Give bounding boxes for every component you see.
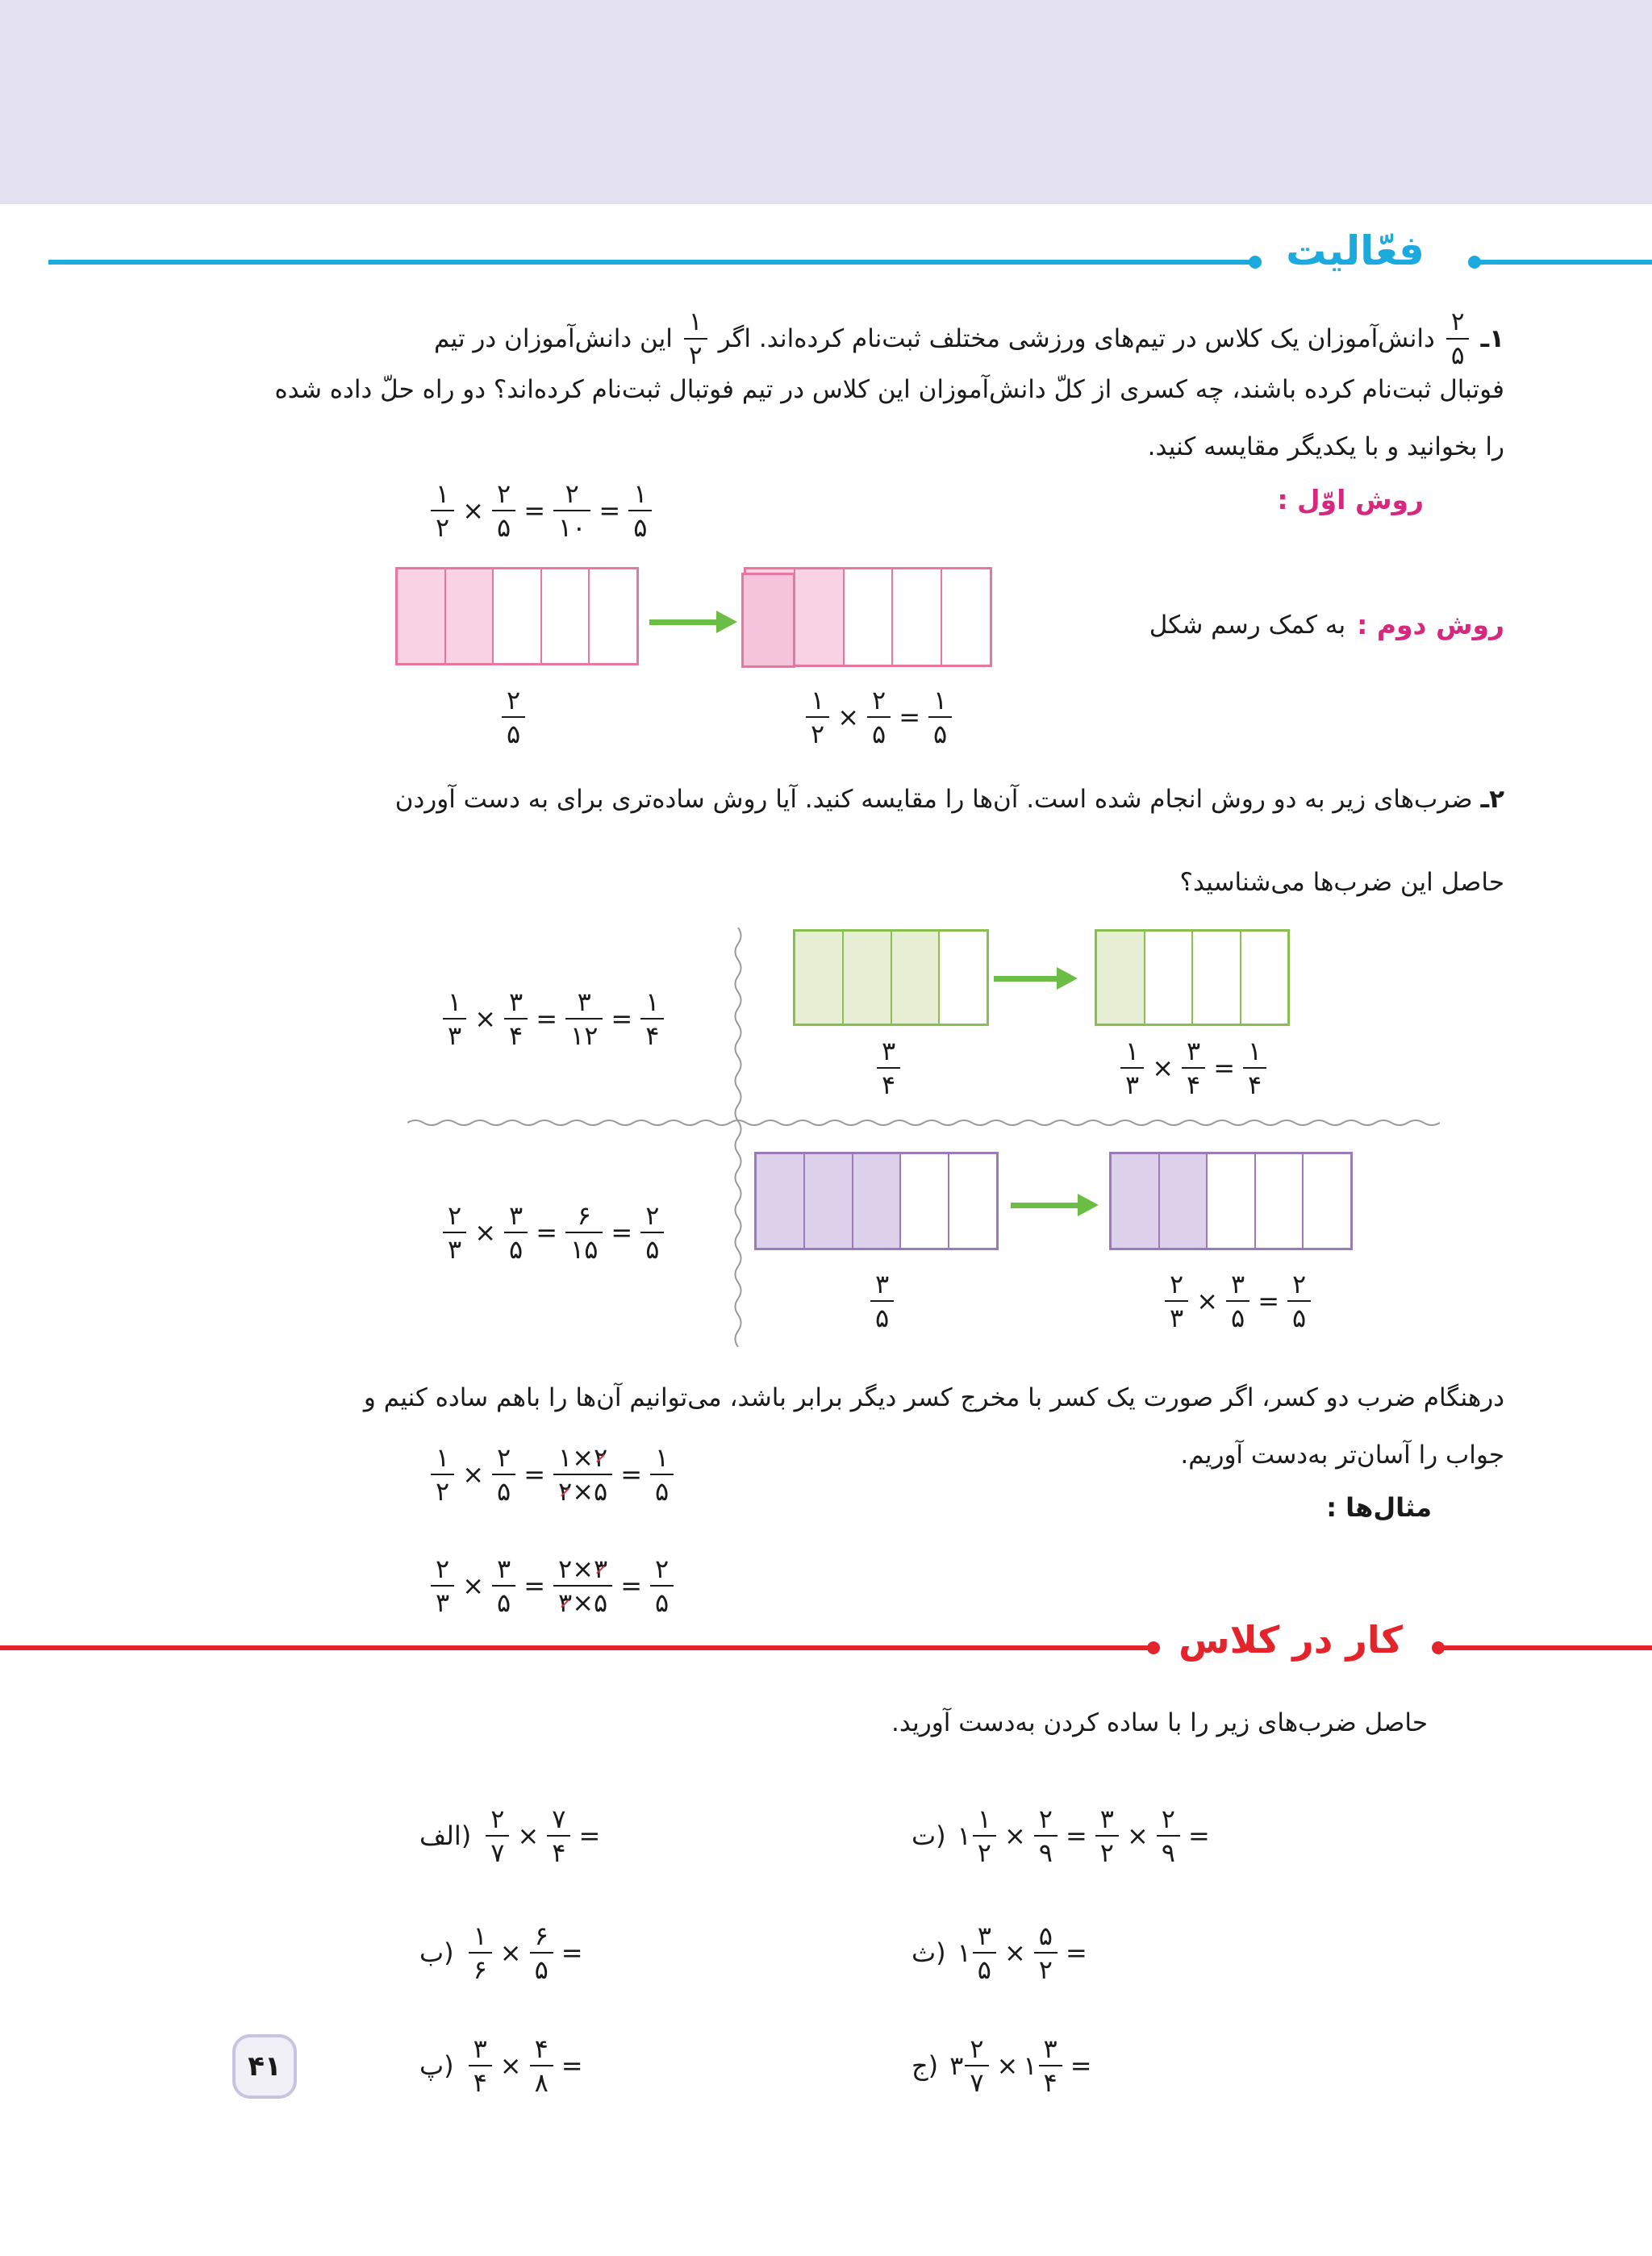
simplify-line2: جواب را آسان‌تر به‌دست آوریم. bbox=[1180, 1441, 1504, 1470]
classwork-rule-left bbox=[0, 1645, 1153, 1650]
method1-expression: $\frac{۱}{۲}$ × $\frac{۲}{۵}$ = $\frac{۲}{۱۰}$ = $\frac{۱}{۵}$ bbox=[428, 477, 655, 544]
cancel-mark: ۲ bbox=[558, 1476, 573, 1507]
classwork-title: کار در کلاس bbox=[1179, 1618, 1403, 1662]
method2-left-caption: $\frac{۲}{۵}$ bbox=[499, 684, 528, 750]
q2-row2-bar-three-fifths bbox=[754, 1152, 999, 1250]
q1-line2: فوتبال ثبت‌نام کرده باشند، چه کسری از کلّ دانش‌آموزان این کلاس در تیم فوتبال ثبت‌نام کرده‌اند؟ دو راه حلّ داده شده bbox=[274, 375, 1504, 404]
activity-rule-right bbox=[1476, 260, 1652, 265]
q1-text-b: این دانش‌آموزان در تیم bbox=[433, 324, 673, 353]
q2-line1 bbox=[311, 770, 1504, 828]
q1-fraction-two-fifths: $\frac{۲}{۵}$ bbox=[1446, 306, 1470, 372]
cancel-mark: ۳ bbox=[558, 1587, 573, 1618]
method1-label: روش اوّل : bbox=[1277, 484, 1424, 515]
q2-row1-arrow-head bbox=[1057, 967, 1078, 990]
activity-rule-dot-left bbox=[1249, 256, 1262, 269]
simplify-example2: $\frac{۲}{۳}$ × $\frac{۳}{۵}$ = $\frac{۲\times ۳}{۳\times ۵}$ = $\frac{۲}{۵}$ bbox=[428, 1553, 677, 1619]
page-header-band bbox=[0, 0, 1652, 204]
classwork-rule-right bbox=[1440, 1645, 1652, 1650]
activity-rule-left bbox=[48, 260, 1254, 265]
method2-row bbox=[1113, 609, 1504, 640]
exercise-jim: (ج ۳ $\frac{۲}{۷}$ × ۱ $\frac{۳}{۴}$ = bbox=[912, 2033, 1092, 2098]
classwork-instruction: حاصل ضرب‌های زیر را با ساده کردن به‌دست آورید. bbox=[891, 1708, 1428, 1737]
simplify-line1: درهنگام ضرب دو کسر، اگر صورت یک کسر با مخرج کسر دیگر برابر باشد، می‌توانیم آن‌ها را باهم ساده کنیم و bbox=[363, 1383, 1504, 1412]
q2-vertical-divider bbox=[726, 928, 750, 1347]
q2-line1-text: ضرب‌های زیر به دو روش انجام شده است. آن‌ها را مقایسه کنید. آیا روش ساده‌تری برای به دست آوردن bbox=[394, 785, 1473, 814]
q1-line3: را بخوانید و با یکدیگر مقایسه کنید. bbox=[1147, 432, 1504, 461]
q2-horizontal-divider bbox=[407, 1115, 1440, 1131]
page-number-badge bbox=[232, 2034, 297, 2099]
exercise-te: (ت ۱ $\frac{۱}{۲}$ × $\frac{۲}{۹}$ = $\frac{۳}{۲}$ × $\frac{۲}{۹}$ = bbox=[912, 1804, 1210, 1868]
method2-bar-two-fifths bbox=[395, 567, 639, 665]
page-number: ۴۱ bbox=[248, 2050, 282, 2083]
q2-line2: حاصل این ضرب‌ها می‌شناسید؟ bbox=[1179, 868, 1504, 897]
q1-text-a: دانش‌آموزان یک کلاس در تیم‌های ورزشی مختلف ثبت‌نام کرده‌اند. اگر bbox=[718, 324, 1435, 353]
q2-row2-expression: $\frac{۲}{۳}$ × $\frac{۳}{۵}$ = $\frac{۶}{۱۵}$ = $\frac{۲}{۵}$ bbox=[440, 1199, 667, 1266]
q2-row1-arrow bbox=[994, 976, 1058, 982]
q2-row1-expression: $\frac{۱}{۳}$ × $\frac{۳}{۴}$ = $\frac{۳}{۱۲}$ = $\frac{۱}{۴}$ bbox=[440, 986, 667, 1052]
q2-row1-left-caption: $\frac{۳}{۴}$ bbox=[874, 1035, 903, 1101]
q1-prefix: ۱ـ bbox=[1480, 324, 1504, 353]
simplify-example1: $\frac{۱}{۲}$ × $\frac{۲}{۵}$ = $\frac{۱\times ۲}{۲\times ۵}$ = $\frac{۱}{۵}$ bbox=[428, 1441, 677, 1507]
exercise-se: (ث ۱ $\frac{۳}{۵}$ × $\frac{۵}{۲}$ = bbox=[912, 1920, 1087, 1985]
exercise-be: (ب $\frac{۱}{۶}$ × $\frac{۶}{۵}$ = bbox=[419, 1920, 583, 1985]
method2-text: به کمک رسم شکل bbox=[1149, 610, 1346, 640]
q2-row2-arrow bbox=[1011, 1203, 1079, 1208]
method2-arrow bbox=[649, 619, 718, 625]
q2-row2-right-caption: $\frac{۲}{۳}$ × $\frac{۳}{۵}$ = $\frac{۲}{۵}$ bbox=[1162, 1268, 1314, 1334]
method2-bar-result bbox=[744, 567, 992, 667]
q2-row1-right-caption: $\frac{۱}{۳}$ × $\frac{۳}{۴}$ = $\frac{۱}{۴}$ bbox=[1117, 1035, 1270, 1101]
activity-title: فعّالیت bbox=[1286, 227, 1425, 274]
q2-row2-left-caption: $\frac{۳}{۵}$ bbox=[867, 1268, 897, 1334]
cancel-mark: ۲ bbox=[594, 1442, 608, 1473]
q2-row1-bar-result bbox=[1095, 929, 1290, 1026]
q1-fraction-half: $\frac{۱}{۲}$ bbox=[684, 306, 707, 372]
exercise-alef: (الف $\frac{۲}{۷}$ × $\frac{۷}{۴}$ = bbox=[419, 1804, 601, 1868]
q2-row1-bar-three-quarters bbox=[793, 929, 989, 1026]
q2-row2-arrow-head bbox=[1078, 1194, 1099, 1216]
method2-label: روش دوم : bbox=[1357, 609, 1504, 640]
q2-row2-bar-result bbox=[1109, 1152, 1353, 1250]
classwork-rule-dot-left bbox=[1147, 1641, 1160, 1654]
method2-right-caption: $\frac{۱}{۲}$ × $\frac{۲}{۵}$ = $\frac{۱}{۵}$ bbox=[803, 684, 955, 750]
exercise-pe: (پ $\frac{۳}{۴}$ × $\frac{۴}{۸}$ = bbox=[419, 2033, 583, 2098]
examples-label: مثال‌ها : bbox=[1326, 1492, 1432, 1523]
q2-prefix: ۲ـ bbox=[1480, 785, 1504, 814]
method2-arrow-head bbox=[716, 611, 737, 633]
cancel-mark: ۳ bbox=[594, 1553, 608, 1584]
